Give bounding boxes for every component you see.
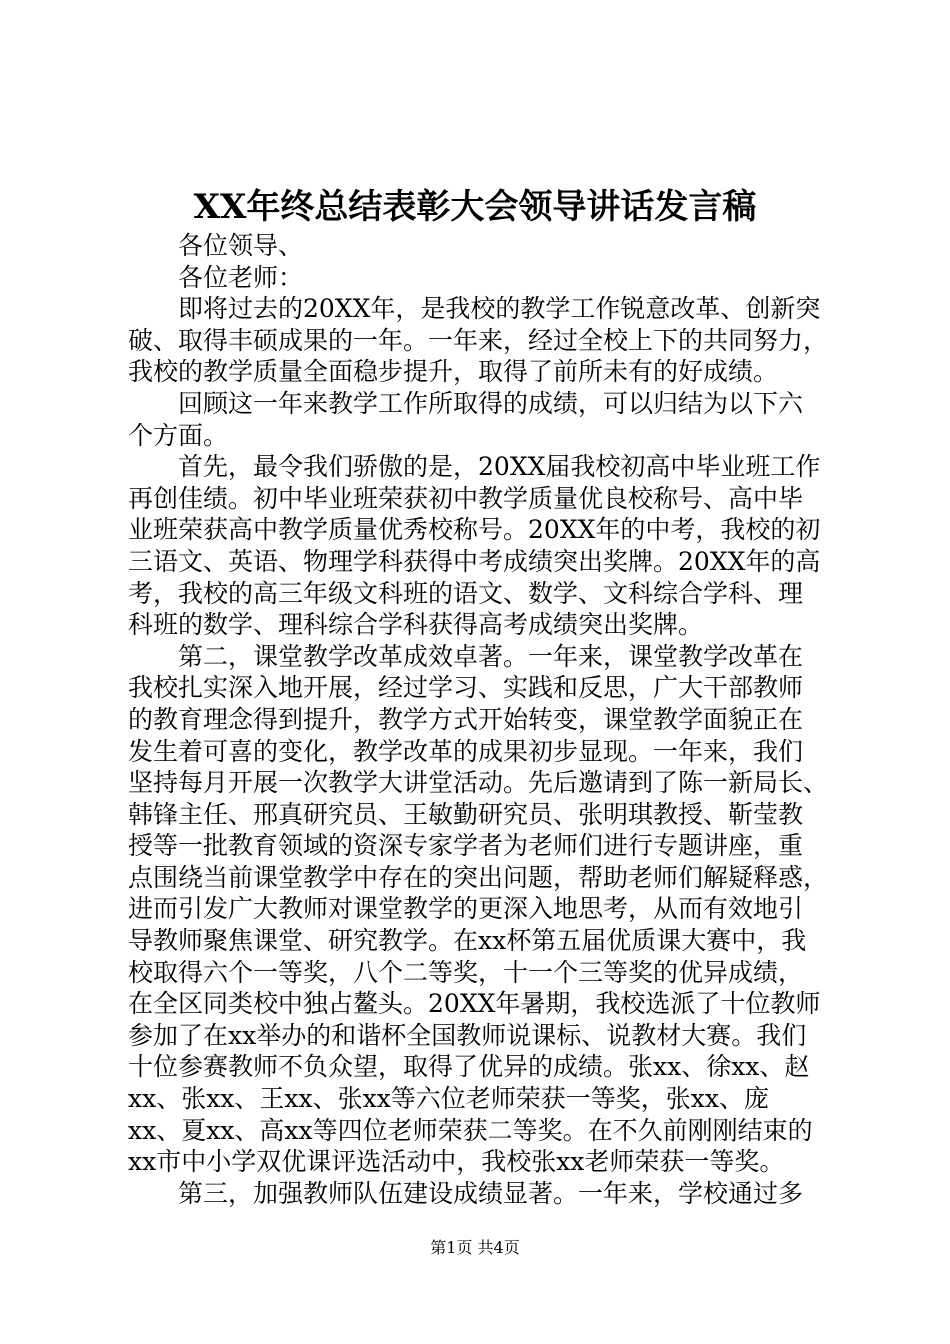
- body-text-line: 科班的数学、理科综合学科获得高考成绩突出奖牌。: [128, 610, 704, 640]
- body-text-line: 各位老师：: [128, 262, 304, 292]
- body-text-line: 各位领导、: [128, 231, 304, 260]
- body-text-line: 点围绕当前课堂教学中存在的突出问题，帮助老师们解疑释惑，: [128, 862, 829, 892]
- body-text-line: 发生着可喜的变化，教学改革的成果初步显现。一年来，我们: [128, 736, 804, 766]
- body-text-line: 第三，加强教师队伍建设成绩显著。一年来，学校通过多: [128, 1178, 804, 1208]
- body-text-line: 我校扎实深入地开展，经过学习、实践和反思，广大干部教师: [128, 673, 804, 703]
- body-text-line: 业班荣获高中教学质量优秀校称号。20XX年的中考，我校的初: [128, 515, 821, 545]
- document-title: XX年终总结表彰大会领导讲话发言稿: [193, 187, 757, 227]
- body-text-line: 即将过去的20XX年，是我校的教学工作锐意改革、创新突: [128, 294, 821, 324]
- body-text-line: 导教师聚焦课堂、研究教学。在xx杯第五届优质课大赛中，我: [128, 926, 807, 956]
- page-footer: 第1页 共4页: [430, 1238, 520, 1257]
- body-text-line: 进而引发广大教师对课堂教学的更深入地思考，从而有效地引: [128, 894, 804, 924]
- body-text-line: 个方面。: [128, 420, 229, 450]
- body-text-line: 破、取得丰硕成果的一年。一年来，经过全校上下的共同努力，: [128, 325, 829, 355]
- body-text-line: 授等一批教育领域的资深专家学者为老师们进行专题讲座，重: [128, 831, 804, 861]
- body-text-line: 第二，课堂教学改革成效卓著。一年来，课堂教学改革在: [128, 641, 804, 671]
- body-text-line: 坚持每月开展一次教学大讲堂活动。先后邀请到了陈一新局长、: [128, 768, 829, 798]
- body-text-line: 首先，最令我们骄傲的是，20XX届我校初高中毕业班工作: [128, 452, 821, 482]
- document-body: [128, 230, 828, 1209]
- body-text-line: 我校的教学质量全面稳步提升，取得了前所未有的好成绩。: [128, 357, 779, 387]
- body-text-line: 回顾这一年来教学工作所取得的成绩，可以归结为以下六: [128, 388, 804, 418]
- body-text-line: 校取得六个一等奖，八个二等奖，十一个三等奖的优异成绩，: [128, 957, 804, 987]
- body-text-line: 十位参赛教师不负众望，取得了优异的成绩。张xx、徐xx、赵: [128, 1052, 810, 1082]
- body-text-line: xx市中小学双优课评选活动中，我校张xx老师荣获一等奖。: [128, 1147, 785, 1177]
- body-text-line: 考，我校的高三年级文科班的语文、数学、文科综合学科、理: [128, 578, 804, 608]
- body-text-line: 参加了在xx举办的和谐杯全国教师说课标、说教材大赛。我们: [128, 1020, 807, 1050]
- body-text-line: 韩锋主任、邢真研究员、王敏勤研究员、张明琪教授、靳莹教: [128, 799, 804, 829]
- body-text-line: 再创佳绩。初中毕业班荣获初中教学质量优良校称号、高中毕: [128, 483, 804, 513]
- body-text-line: 三语文、英语、物理学科获得中考成绩突出奖牌。20XX年的高: [128, 546, 821, 576]
- body-text-line: 在全区同类校中独占鳌头。20XX年暑期，我校选派了十位教师: [128, 989, 821, 1019]
- body-text-line: xx、张xx、王xx、张xx等六位老师荣获一等奖，张xx、庞: [128, 1084, 769, 1114]
- body-text-line: 的教育理念得到提升，教学方式开始转变，课堂教学面貌正在: [128, 704, 804, 734]
- body-text-line: xx、夏xx、高xx等四位老师荣获二等奖。在不久前刚刚结束的: [128, 1115, 813, 1145]
